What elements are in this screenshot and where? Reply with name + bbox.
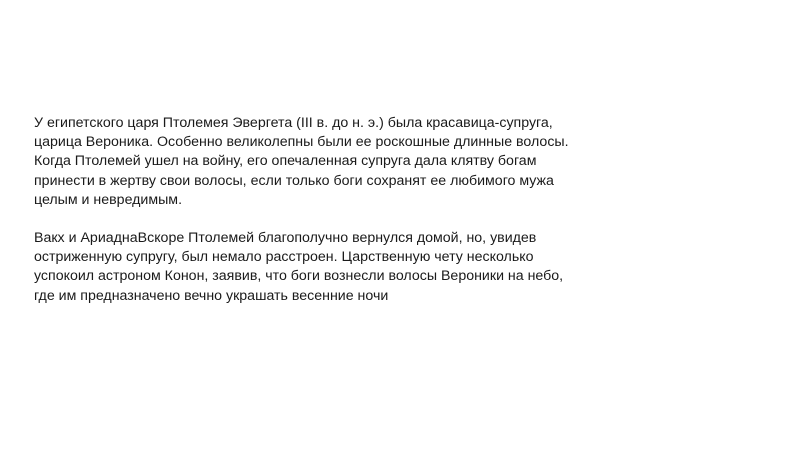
text-line: Вакх и АриаднаВскоре Птолемей благополучно вернулся домой, но, увидев [34,230,537,247]
paragraph-2 [34,229,674,306]
text-line: принести в жертву свои волосы, если только боги сохранят ее любимого мужа [34,172,554,189]
text-line: где им предназначено вечно украшать весенние ночи [34,287,389,304]
text-line: У египетского царя Птолемея Эвергета (III в. до н. э.) была красавица-супруга, [34,115,553,131]
text-line: успокоил астроном Конон, заявив, что боги вознесли волосы Вероники на небо, [34,268,564,285]
paragraph-1 [34,114,674,210]
text-line: Когда Птолемей ушел на войну, его опечаленная супруга дала клятву богам [34,153,537,170]
text-block [34,114,674,306]
text-line: целым и невредимым. [34,191,183,208]
text-line: остриженную супругу, был немало расстроен. Царственную чету несколько [34,249,534,266]
text-line: царица Вероника. Особенно великолепны были ее роскошные длинные волосы. [34,134,569,151]
